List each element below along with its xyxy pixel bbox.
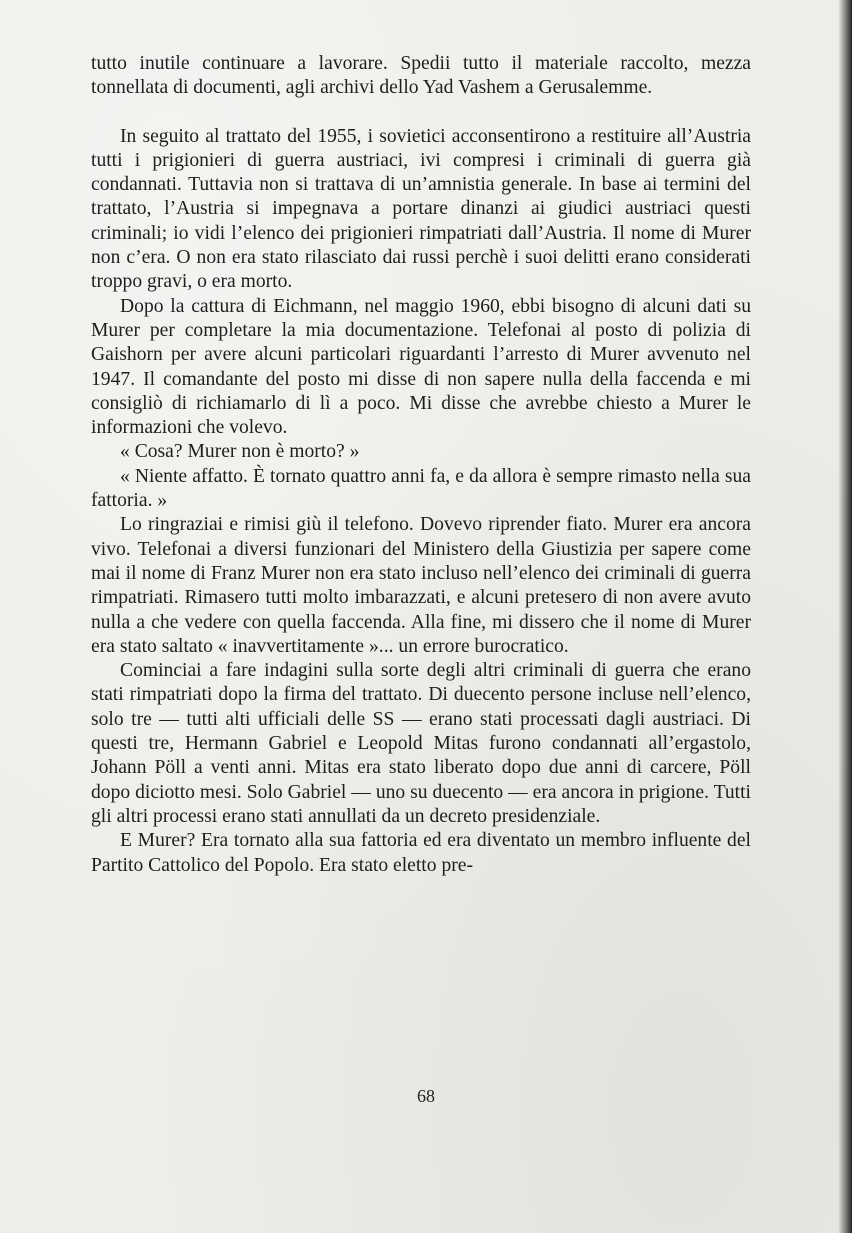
page-edge-shadow	[838, 0, 852, 1233]
paragraph-1: tutto inutile continuare a lavorare. Spedii tutto il materiale raccolto, mezza tonnellata di documenti, agli archivi dello Yad Vashem a Gerusalemme.	[91, 53, 751, 99]
paragraph-4-quote: « Cosa? Murer non è morto? »	[120, 441, 360, 463]
body-text	[91, 52, 751, 878]
page-number: 68	[417, 1086, 435, 1106]
paragraph-2: In seguito al trattato del 1955, i sovietici acconsentirono a restituire all’Austria tutti i prigionieri di guerra austriaci, ivi compresi i criminali di guerra già condannati. Tuttavia non si trattava di un’amnistia generale. In base ai termini del trattato, l’Austria si impegnava a portare dinanzi ai giudici austriaci questi criminali; io vidi l’elenco dei prigionieri rimpatriati dall’Austria. Il nome di Murer non c’era. O non era stato rilasciato dai russi perchè i suoi delitti erano considerati troppo gravi, o era morto.	[91, 125, 751, 293]
paragraph-8: E Murer? Era tornato alla sua fattoria ed era diventato un membro influente del Partito Cattolico del Popolo. Era stato eletto pre-	[91, 830, 751, 876]
paragraph-5-quote: « Niente affatto. È tornato quattro anni fa, e da allora è sempre rimasto nella sua fattoria. »	[91, 465, 751, 512]
paragraph-6: Lo ringraziai e rimisi giù il telefono. Dovevo riprender fiato. Murer era ancora vivo. Telefonai a diversi funzionari del Ministero della Giustizia per sapere come mai il nome di Franz Murer non era stato incluso nell’elenco dei criminali di guerra rimpatriati. Rimasero tutti molto imbarazzati, e alcuni pretesero di non avere avuto nulla a che vedere con quella faccenda. Alla fine, mi dissero che il nome di Murer era stato saltato « inavvertitamente »... un errore burocratico.	[91, 514, 751, 657]
paragraph-3: Dopo la cattura di Eichmann, nel maggio 1960, ebbi bisogno di alcuni dati su Murer per completare la mia documentazione. Telefonai al posto di polizia di Gaishorn per avere alcuni particolari riguardanti l’arresto di Murer avvenuto nel 1947. Il comandante del posto mi disse di non sapere nulla della faccenda e mi consigliò di richiamarlo di lì a poco. Mi disse che avrebbe chiesto a Murer le informazioni che volevo.	[91, 295, 751, 439]
paragraph-7: Cominciai a fare indagini sulla sorte degli altri criminali di guerra che erano stati rimpatriati dopo la firma del trattato. Di duecento persone incluse nell’elenco, solo tre — tutti alti ufficiali delle SS — erano stati processati dagli austriaci. Di questi tre, Hermann Gabriel e Leopold Mitas furono condannati all’ergastolo, Johann Pöll a venti anni. Mitas era stato liberato dopo due anni di carcere, Pöll dopo diciotto mesi. Solo Gabriel — uno su duecento — era ancora in prigione. Tutti gli altri processi erano stati annullati da un decreto presidenziale.	[91, 660, 751, 827]
